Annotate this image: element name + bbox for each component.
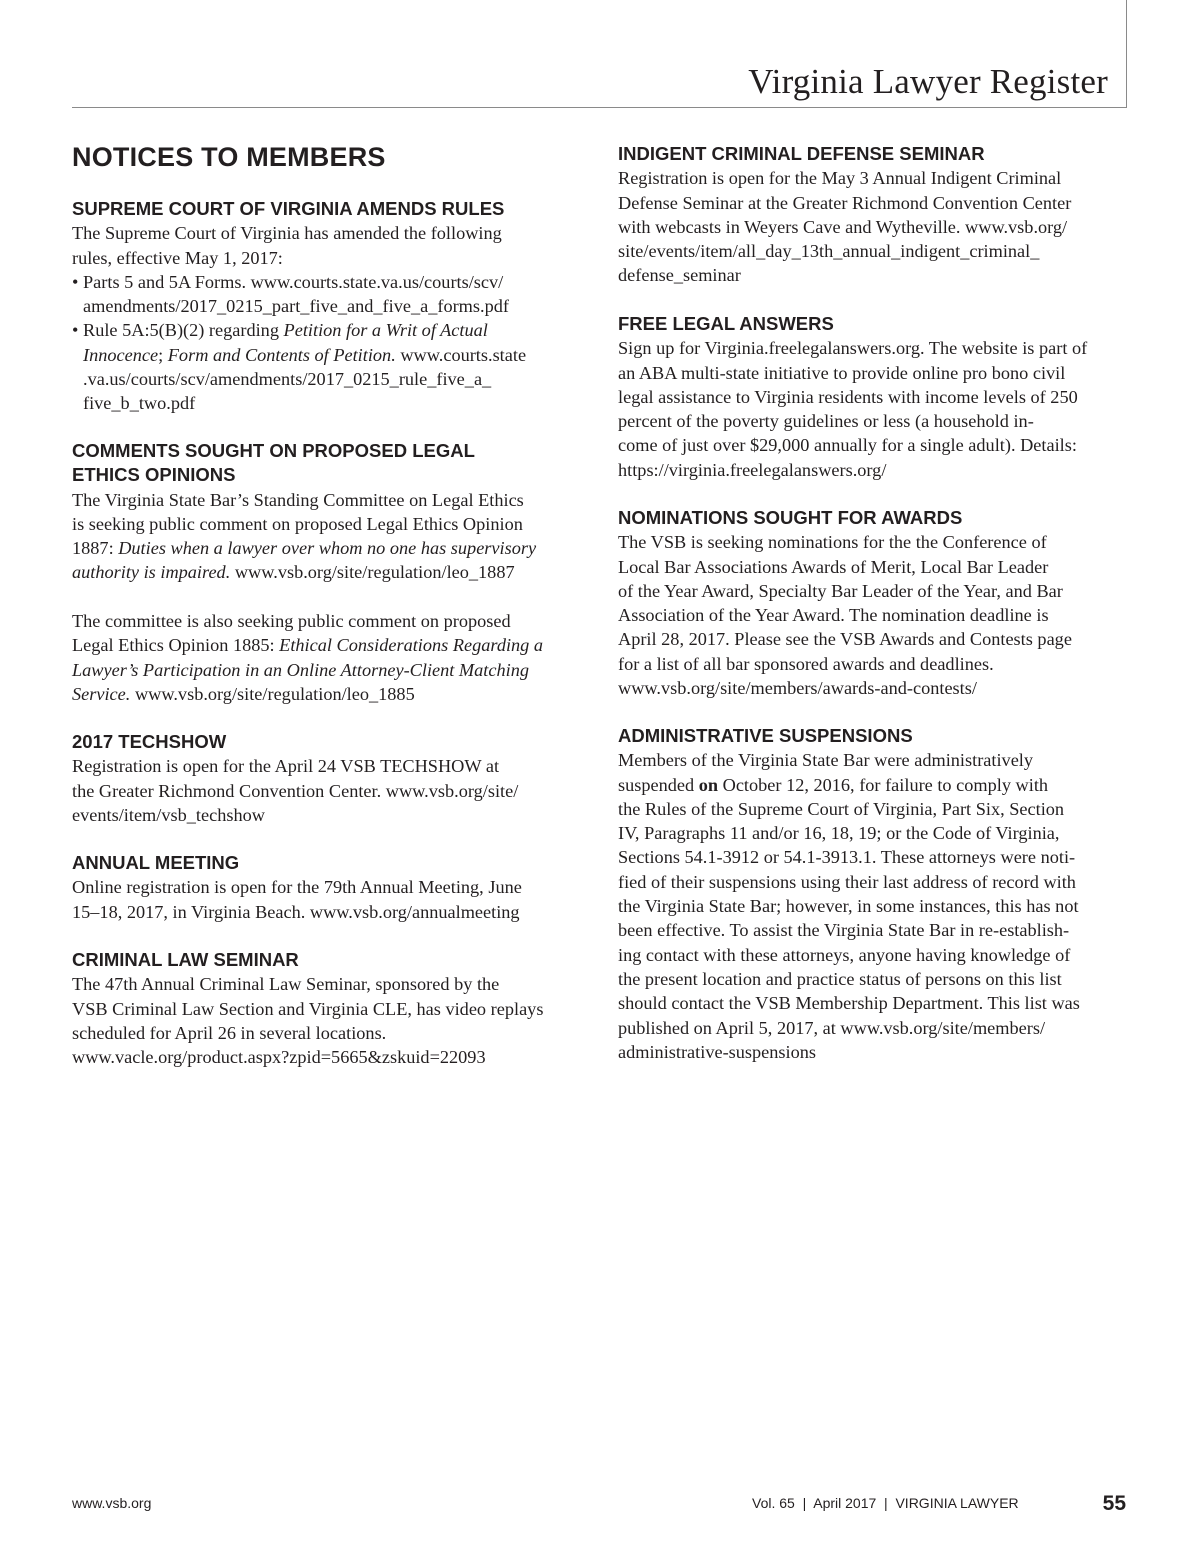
header-horizontal-rule: [72, 107, 1127, 108]
page-title: NOTICES TO MEMBERS: [72, 142, 386, 172]
text-line: [72, 682, 572, 706]
italic-title: authority is impaired.: [72, 562, 231, 583]
text-line: administrative-suspensions: [618, 1041, 817, 1062]
text-run: Rule 5A:5(B)(2) regarding: [83, 320, 284, 341]
text-line: Sections 54.1-3912 or 54.1-3913.1. These attorneys were noti-: [618, 847, 1076, 868]
italic-title: Service.: [72, 683, 131, 704]
text-line: Defense Seminar at the Greater Richmond Convention Center: [618, 192, 1072, 213]
text-run: Legal Ethics Opinion 1885:: [72, 635, 280, 656]
text-line: [72, 658, 572, 682]
section-body: [72, 221, 572, 415]
text-line: https://virginia.freelegalanswers.org/: [618, 459, 887, 480]
section-heading-line: COMMENTS SOUGHT ON PROPOSED LEGAL: [72, 440, 475, 461]
text-line: should contact the VSB Membership Department. This list was: [618, 993, 1080, 1014]
text-line: the Virginia State Bar; however, in some instances, this has not: [618, 896, 1079, 917]
text-line: site/events/item/all_day_13th_annual_indigent_criminal_: [618, 241, 1040, 262]
text-line: an ABA multi-state initiative to provide online pro bono civil: [618, 362, 1066, 383]
text-run: www.vsb.org/site/regulation/leo_1885: [130, 683, 415, 704]
text-line: come of just over $29,000 annually for a single adult). Details:: [618, 435, 1077, 456]
section-nominations-awards: [618, 506, 1138, 700]
text-line: legal assistance to Virginia residents with income levels of 250: [618, 386, 1078, 407]
text-line: Registration is open for the May 3 Annual Indigent Criminal: [618, 168, 1062, 189]
text-line: the Rules of the Supreme Court of Virginia, Part Six, Section: [618, 798, 1065, 819]
section-body: [618, 336, 1138, 482]
italic-title: Innocence: [83, 344, 159, 365]
text-line: Local Bar Associations Awards of Merit, Local Bar Leader: [618, 556, 1049, 577]
section-heading: CRIMINAL LAW SEMINAR: [72, 949, 299, 970]
text-line: 15–18, 2017, in Virginia Beach. www.vsb.org/annualmeeting: [72, 901, 520, 922]
text-line: the present location and practice status of persons on this list: [618, 968, 1062, 989]
footer-website: www.vsb.org: [72, 1495, 152, 1511]
text-line: The 47th Annual Criminal Law Seminar, sponsored by the: [72, 974, 500, 995]
italic-title: Lawyer’s Participation in an Online Attorney-Client Matching: [72, 659, 529, 680]
text-line: published on April 5, 2017, at www.vsb.org/site/members/: [618, 1017, 1046, 1038]
italic-title: Form and Contents of Petition.: [167, 344, 396, 365]
text-run: October 12, 2016, for failure to comply with: [718, 774, 1049, 795]
text-line: www.vsb.org/site/members/awards-and-contests/: [618, 678, 977, 699]
text-line: ing contact with these attorneys, anyone having knowledge of: [618, 944, 1071, 965]
header-vertical-rule: [1126, 0, 1127, 108]
text-line: events/item/vsb_techshow: [72, 804, 265, 825]
page-number: 55: [1102, 1492, 1126, 1515]
text-line: Online registration is open for the 79th Annual Meeting, June: [72, 877, 522, 898]
text-line: IV, Paragraphs 11 and/or 16, 18, 19; or the Code of Virginia,: [618, 823, 1060, 844]
text-line: with webcasts in Weyers Cave and Wytheville. www.vsb.org/: [618, 216, 1068, 237]
list-item: [72, 318, 572, 415]
text-line: is seeking public comment on proposed Legal Ethics Opinion: [72, 513, 523, 534]
text-run: ;: [158, 344, 168, 365]
text-line: VSB Criminal Law Section and Virginia CLE, has video replays: [72, 998, 544, 1019]
text-line: The committee is also seeking public comment on proposed: [72, 611, 511, 632]
section-free-legal-answers: [618, 312, 1138, 482]
text-line: The VSB is seeking nominations for the the Conference of: [618, 532, 1047, 553]
text-line: [83, 343, 572, 367]
section-administrative-suspensions: [618, 724, 1138, 1064]
text-run: 1887:: [72, 538, 119, 559]
text-line: Association of the Year Award. The nomination deadline is: [618, 605, 1049, 626]
bold-word: on: [698, 774, 719, 795]
section-heading: NOMINATIONS SOUGHT FOR AWARDS: [618, 507, 963, 528]
text-line: fied of their suspensions using their last address of record with: [618, 871, 1076, 892]
text-line: [72, 536, 572, 560]
italic-title: Ethical Considerations Regarding a: [279, 635, 544, 656]
section-body: [72, 488, 572, 707]
section-criminal-law-seminar: [72, 948, 572, 1069]
section-body: [72, 754, 572, 827]
text-line: The Supreme Court of Virginia has amended the following: [72, 223, 502, 244]
section-techshow: [72, 730, 572, 827]
text-line: rules, effective May 1, 2017:: [72, 247, 283, 268]
text-line: The Virginia State Bar’s Standing Committee on Legal Ethics: [72, 489, 524, 510]
text-line: Sign up for Virginia.freelegalanswers.org. The website is part of: [618, 338, 1088, 359]
text-line: amendments/2017_0215_part_five_and_five_a_forms.pdf: [83, 296, 509, 317]
text-line: [72, 560, 572, 584]
text-line: [83, 318, 572, 342]
section-heading: 2017 TECHSHOW: [72, 731, 227, 752]
section-body: [618, 748, 1138, 1064]
text-line: for a list of all bar sponsored awards and deadlines.: [618, 653, 994, 674]
text-line: the Greater Richmond Convention Center. www.vsb.org/site/: [72, 780, 519, 801]
text-line: of the Year Award, Specialty Bar Leader of the Year, and Bar: [618, 580, 1063, 601]
text-run: www.courts.state: [395, 344, 527, 365]
italic-title: Duties when a lawyer over whom no one has supervisory: [118, 538, 537, 559]
italic-title: Petition for a Writ of Actual: [283, 320, 488, 341]
text-line: [72, 633, 572, 657]
section-heading: FREE LEGAL ANSWERS: [618, 313, 834, 334]
list-item: [72, 270, 572, 319]
text-line: www.vacle.org/product.aspx?zpid=5665&zskuid=22093: [72, 1047, 486, 1068]
text-line: April 28, 2017. Please see the VSB Awards and Contests page: [618, 629, 1072, 650]
section-annual-meeting: [72, 851, 572, 924]
text-line: Registration is open for the April 24 VSB TECHSHOW at: [72, 756, 500, 777]
section-supreme-court-rules: [72, 197, 572, 416]
bullet-icon: •: [72, 320, 79, 341]
bullet-icon: •: [72, 271, 79, 292]
section-body: [618, 530, 1138, 700]
section-indigent-defense-seminar: [618, 142, 1138, 288]
text-line: .va.us/courts/scv/amendments/2017_0215_rule_five_a_: [83, 369, 492, 390]
section-heading: ANNUAL MEETING: [72, 852, 240, 873]
section-heading: ADMINISTRATIVE SUSPENSIONS: [618, 725, 913, 746]
footer-issue-info: Vol. 65 | April 2017 | VIRGINIA LAWYER: [752, 1495, 1019, 1511]
section-legal-ethics-opinions: [72, 439, 572, 706]
section-heading: SUPREME COURT OF VIRGINIA AMENDS RULES: [72, 198, 505, 219]
text-line: percent of the poverty guidelines or less (a household in-: [618, 411, 1034, 432]
section-body: [618, 166, 1138, 287]
text-line: five_b_two.pdf: [83, 393, 196, 414]
running-head: Virginia Lawyer Register: [748, 62, 1108, 101]
text-line: Parts 5 and 5A Forms. www.courts.state.va.us/courts/scv/: [83, 271, 504, 292]
section-heading: INDIGENT CRIMINAL DEFENSE SEMINAR: [618, 143, 985, 164]
text-line: defense_seminar: [618, 265, 741, 286]
text-run: www.vsb.org/site/regulation/leo_1887: [230, 562, 515, 583]
text-line: [618, 773, 1138, 797]
text-line: scheduled for April 26 in several locations.: [72, 1022, 387, 1043]
text-run: suspended: [618, 774, 699, 795]
section-body: [72, 972, 572, 1069]
text-line: Members of the Virginia State Bar were administratively: [618, 750, 1034, 771]
section-body: [72, 875, 572, 924]
section-heading-line: ETHICS OPINIONS: [72, 464, 236, 486]
text-line: been effective. To assist the Virginia State Bar in re-establish-: [618, 920, 1070, 941]
